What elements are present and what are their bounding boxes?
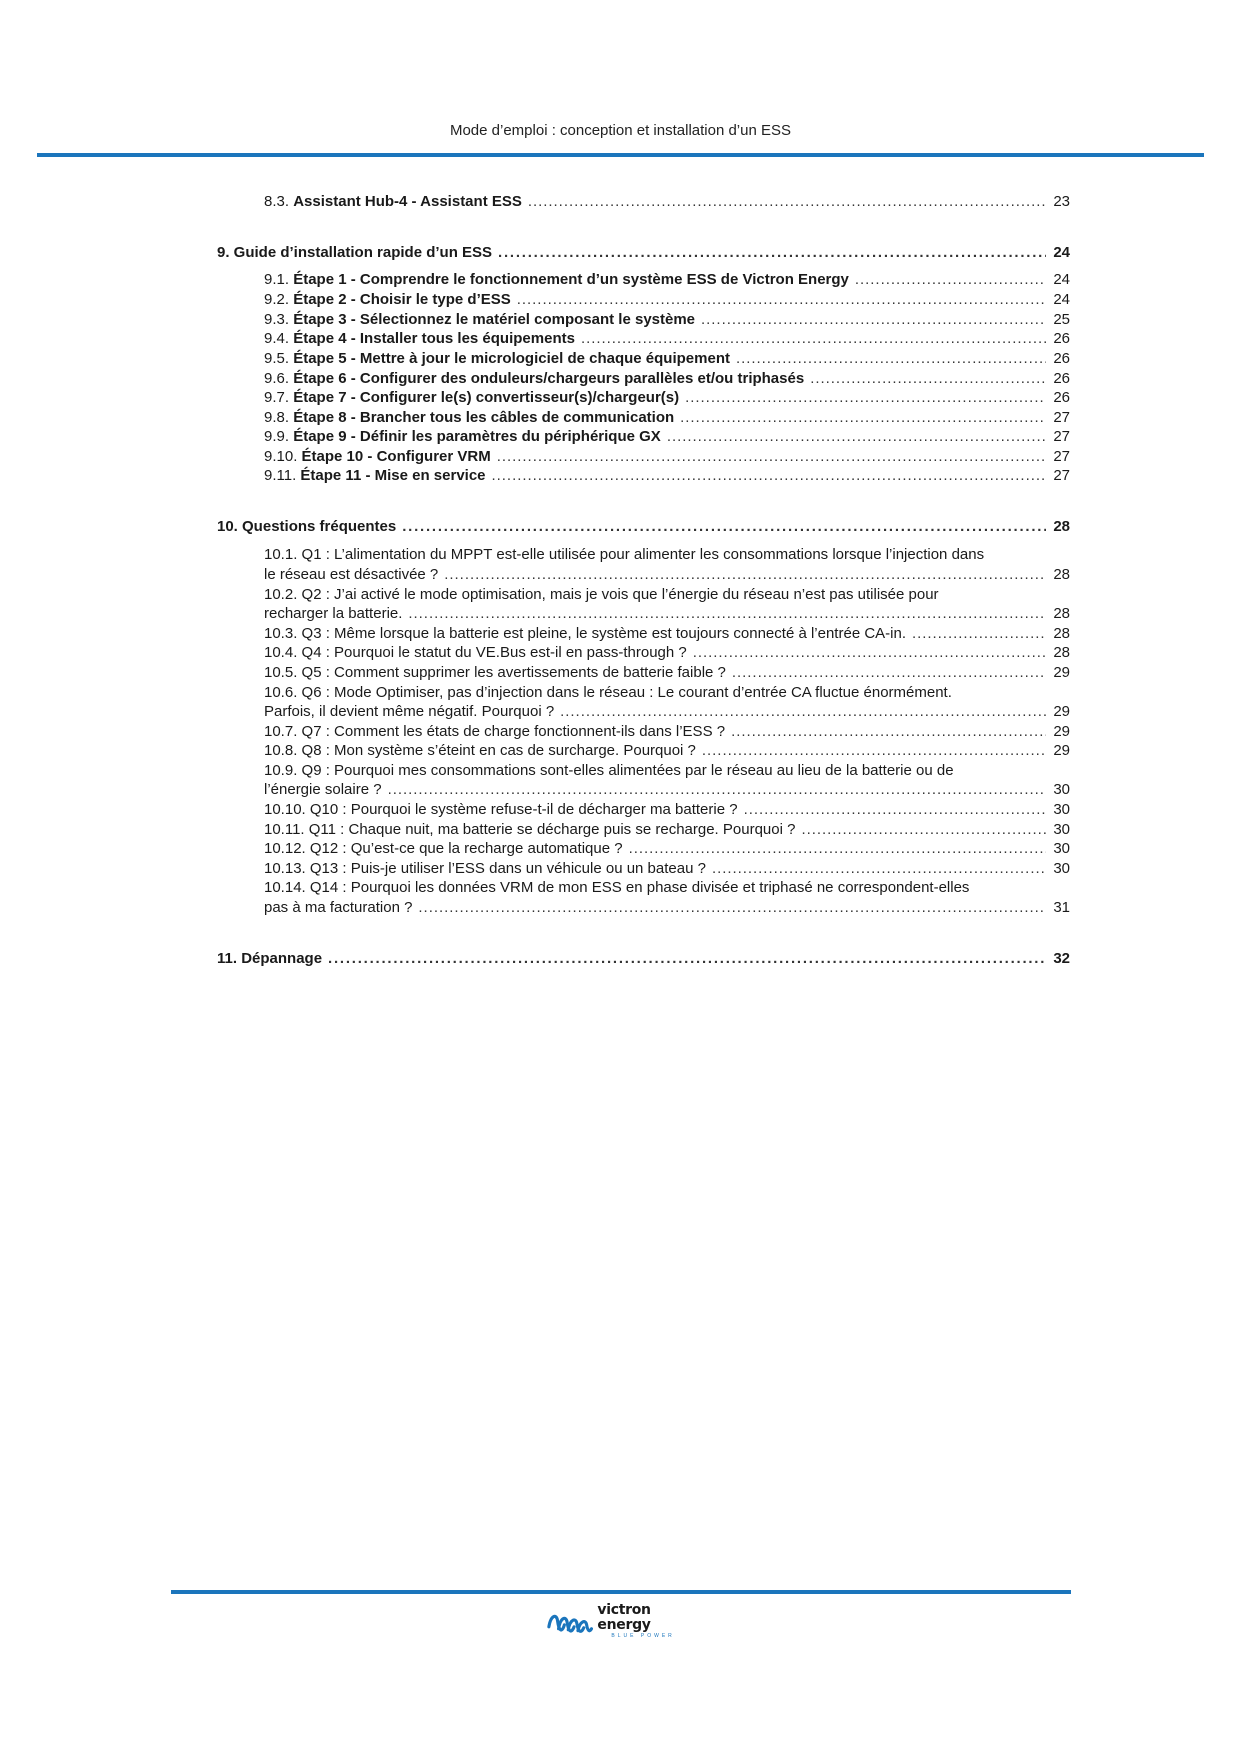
toc-page-number: 23: [1053, 193, 1070, 210]
toc-page-number: 28: [1053, 566, 1070, 583]
dot-leader: [388, 780, 1046, 799]
dot-leader: [444, 565, 1046, 584]
toc-entry-number: 9.9.: [264, 428, 290, 445]
toc-page-number: 29: [1053, 664, 1070, 681]
toc-page-number: 31: [1053, 899, 1070, 916]
toc-entry-10-13[interactable]: [264, 859, 1070, 878]
dot-leader: [801, 820, 1046, 839]
toc-entry-number: 9.10.: [264, 448, 298, 465]
toc-entry-8-3[interactable]: [264, 192, 1070, 211]
toc-chapter-11[interactable]: [217, 949, 1070, 968]
dot-leader: [408, 604, 1046, 623]
toc-entry-10-3[interactable]: [264, 624, 1070, 643]
dot-leader: [732, 663, 1046, 682]
toc-entry-9-6[interactable]: [264, 369, 1070, 388]
toc-entry-number: 9.8.: [264, 409, 290, 426]
dot-leader: [731, 722, 1046, 741]
toc-entry-10-11[interactable]: [264, 820, 1070, 839]
toc-page-number: 25: [1053, 311, 1070, 328]
toc-entry-number: 8.3.: [264, 193, 290, 210]
toc-page-number: 26: [1053, 350, 1070, 367]
toc-entry-title: Parfois, il devient même négatif. Pourquoi ?: [264, 703, 555, 720]
toc-entry-title: Étape 5 - Mettre à jour le micrologiciel de chaque équipement: [293, 350, 730, 367]
toc-entry-title: Étape 7 - Configurer le(s) convertisseur(s)/chargeur(s): [293, 389, 680, 406]
toc-page-number: 30: [1053, 860, 1070, 877]
toc-entry-number: 9.1.: [264, 271, 290, 288]
toc-entry-title: 10.12. Q12 : Qu’est-ce que la recharge automatique ?: [264, 840, 623, 857]
toc-entry-title: 10.8. Q8 : Mon système s’éteint en cas de surcharge. Pourquoi ?: [264, 742, 696, 759]
toc-entry-10-9-line1[interactable]: 10.9. Q9 : Pourquoi mes consommations sont-elles alimentées par le réseau au lieu de la batterie ou de: [264, 762, 954, 779]
toc-entry-10-1[interactable]: [264, 565, 1070, 584]
toc-entry-10-14-line1[interactable]: 10.14. Q14 : Pourquoi les données VRM de mon ESS en phase divisée et triphasé ne correspondent-elles: [264, 879, 970, 896]
dot-leader: [517, 290, 1046, 309]
toc-entry-9-11[interactable]: [264, 466, 1070, 485]
toc-entry-10-7[interactable]: [264, 722, 1070, 741]
dot-leader: [497, 447, 1046, 466]
toc-page-number: 28: [1053, 605, 1070, 622]
toc-page-number: 27: [1053, 428, 1070, 445]
dot-leader: [560, 702, 1046, 721]
toc-page-number: 30: [1053, 840, 1070, 857]
toc-page-number: 27: [1053, 409, 1070, 426]
dot-leader: [492, 466, 1046, 485]
toc-chapter-9[interactable]: [217, 243, 1070, 262]
toc-entry-number: 9.4.: [264, 330, 290, 347]
toc-entry-10-4[interactable]: [264, 643, 1070, 662]
toc-entry-title: Étape 3 - Sélectionnez le matériel composant le système: [293, 311, 696, 328]
toc-entry-9-4[interactable]: [264, 329, 1070, 348]
toc-entry-number: 9.6.: [264, 370, 290, 387]
logo-wordmark: victron energy: [597, 1602, 651, 1633]
dot-leader: [855, 270, 1046, 289]
dot-leader: [712, 859, 1046, 878]
toc-page-number: 24: [1053, 244, 1070, 261]
toc-entry-9-9[interactable]: [264, 427, 1070, 446]
toc-page-number: 29: [1053, 742, 1070, 759]
dot-leader: [498, 243, 1046, 262]
toc-entry-title: recharger la batterie.: [264, 605, 403, 622]
dot-leader: [581, 329, 1046, 348]
toc-page-number: 30: [1053, 821, 1070, 838]
dot-leader: [701, 310, 1046, 329]
toc-entry-9-2[interactable]: [264, 290, 1070, 309]
toc-entry-10-8[interactable]: [264, 741, 1070, 760]
toc-chapter-title: 9. Guide d’installation rapide d’un ESS: [217, 244, 493, 261]
dot-leader: [693, 643, 1046, 662]
toc-entry-title: pas à ma facturation ?: [264, 899, 413, 916]
toc-entry-9-7[interactable]: [264, 388, 1070, 407]
document-header-title: Mode d’emploi : conception et installation d’un ESS: [449, 122, 792, 139]
toc-entry-10-6-line1[interactable]: 10.6. Q6 : Mode Optimiser, pas d’injection dans le réseau : Le courant d’entrée CA fluctue énormément.: [264, 684, 952, 701]
toc-chapter-title: 10. Questions fréquentes: [217, 518, 397, 535]
toc-page-number: 28: [1053, 625, 1070, 642]
toc-entry-title: 10.5. Q5 : Comment supprimer les avertissements de batterie faible ?: [264, 664, 726, 681]
toc-entry-title: 10.4. Q4 : Pourquoi le statut du VE.Bus est-il en pass-through ?: [264, 644, 687, 661]
toc-entry-title: le réseau est désactivée ?: [264, 566, 439, 583]
toc-entry-title: 10.13. Q13 : Puis-je utiliser l’ESS dans un véhicule ou un bateau ?: [264, 860, 706, 877]
dot-leader: [629, 839, 1046, 858]
toc-entry-10-2[interactable]: [264, 604, 1070, 623]
toc-entry-9-1[interactable]: [264, 270, 1070, 289]
toc-entry-title: Étape 8 - Brancher tous les câbles de communication: [293, 409, 675, 426]
toc-entry-10-12[interactable]: [264, 839, 1070, 858]
dot-leader: [912, 624, 1046, 643]
toc-entry-title: Assistant Hub-4 - Assistant ESS: [293, 193, 522, 210]
toc-chapter-title: 11. Dépannage: [217, 950, 323, 967]
dot-leader: [328, 949, 1046, 968]
toc-page-number: 28: [1053, 644, 1070, 661]
logo-tagline: BLUE POWER: [611, 1633, 675, 1639]
footer-rule: [171, 1590, 1071, 1594]
toc-entry-number: 9.5.: [264, 350, 290, 367]
toc-page-number: 26: [1053, 330, 1070, 347]
toc-entry-9-5[interactable]: [264, 349, 1070, 368]
toc-entry-9-10[interactable]: [264, 447, 1070, 466]
toc-entry-10-2-line1[interactable]: 10.2. Q2 : J’ai activé le mode optimisation, mais je vois que l’énergie du réseau n’est pas utilisée pour: [264, 586, 939, 603]
toc-entry-title: l’énergie solaire ?: [264, 781, 382, 798]
toc-page-number: 29: [1053, 723, 1070, 740]
dot-leader: [810, 369, 1046, 388]
dot-leader: [667, 427, 1046, 446]
toc-entry-title: 10.10. Q10 : Pourquoi le système refuse-t-il de décharger ma batterie ?: [264, 801, 738, 818]
toc-entry-title: Étape 11 - Mise en service: [300, 467, 486, 484]
toc-entry-title: Étape 1 - Comprendre le fonctionnement d’un système ESS de Victron Energy: [293, 271, 849, 288]
dot-leader: [418, 898, 1046, 917]
toc-entry-number: 9.2.: [264, 291, 290, 308]
dot-leader: [402, 517, 1046, 536]
toc-entry-9-3[interactable]: [264, 310, 1070, 329]
toc-entry-title: Étape 6 - Configurer des onduleurs/chargeurs parallèles et/ou triphasés: [293, 370, 805, 387]
toc-page-number: 26: [1053, 389, 1070, 406]
toc-entry-10-9[interactable]: [264, 780, 1070, 799]
toc-page-number: 26: [1053, 370, 1070, 387]
toc-page-number: 27: [1053, 467, 1070, 484]
toc-page-number: 27: [1053, 448, 1070, 465]
toc-entry-number: 9.3.: [264, 311, 290, 328]
toc-entry-title: Étape 4 - Installer tous les équipements: [293, 330, 575, 347]
toc-entry-number: 9.11.: [264, 467, 297, 484]
toc-entry-title: 10.11. Q11 : Chaque nuit, ma batterie se décharge puis se recharge. Pourquoi ?: [264, 821, 796, 838]
toc-entry-9-8[interactable]: [264, 408, 1070, 427]
dot-leader: [744, 800, 1046, 819]
toc-entry-number: 9.7.: [264, 389, 290, 406]
toc-page-number: 24: [1053, 291, 1070, 308]
toc-entry-10-14[interactable]: [264, 898, 1070, 917]
toc-entry-10-6[interactable]: [264, 702, 1070, 721]
toc-entry-10-1-line1[interactable]: 10.1. Q1 : L’alimentation du MPPT est-elle utilisée pour alimenter les consommations lorsque l’injection dans: [264, 546, 985, 563]
toc-page-number: 28: [1053, 518, 1070, 535]
dot-leader: [680, 408, 1046, 427]
toc-entry-title: Étape 10 - Configurer VRM: [301, 448, 491, 465]
toc-entry-title: Étape 9 - Définir les paramètres du périphérique GX: [293, 428, 661, 445]
toc-entry-title: 10.3. Q3 : Même lorsque la batterie est pleine, le système est toujours connecté à l’entrée CA-in.: [264, 625, 906, 642]
toc-entry-title: Étape 2 - Choisir le type d’ESS: [293, 291, 511, 308]
dot-leader: [702, 741, 1046, 760]
toc-entry-title: 10.7. Q7 : Comment les états de charge fonctionnent-ils dans l’ESS ?: [264, 723, 726, 740]
toc-entry-10-10[interactable]: [264, 800, 1070, 819]
victron-energy-logo: [545, 1603, 705, 1639]
toc-page-number: 32: [1053, 950, 1070, 967]
toc-page-number: 30: [1053, 781, 1070, 798]
dot-leader: [736, 349, 1046, 368]
toc-entry-10-5[interactable]: [264, 663, 1070, 682]
toc-chapter-10[interactable]: [217, 517, 1070, 536]
victron-wave-icon: [545, 1605, 593, 1637]
toc-page-number: 30: [1053, 801, 1070, 818]
dot-leader: [685, 388, 1046, 407]
dot-leader: [528, 192, 1046, 211]
toc-page-number: 29: [1053, 703, 1070, 720]
toc-page-number: 24: [1053, 271, 1070, 288]
